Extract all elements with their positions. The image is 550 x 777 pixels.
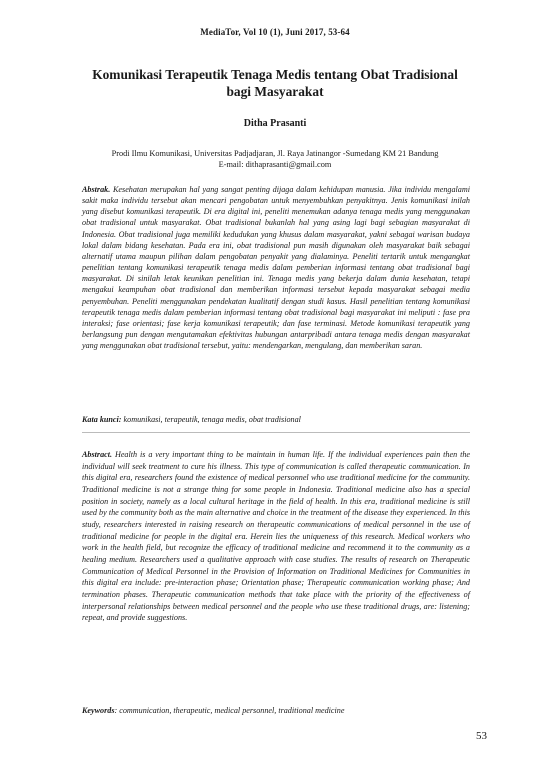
abstract-indonesian [82, 184, 470, 351]
article-title-line-2: bagi Masyarakat [226, 84, 324, 99]
article-title-line-1: Komunikasi Terapeutik Tenaga Medis tentang Obat Tradisional [92, 67, 458, 82]
keywords-english [82, 706, 470, 715]
abstrak-label: Abstrak. [82, 185, 111, 194]
kata-kunci-text: komunikasi, terapeutik, tenaga medis, obat tradisional [123, 415, 301, 424]
abstract-text: Health is a very important thing to be maintain in human life. If the individual experiences pain then the individual will seek treatment to cure his illness. This type of communication is called therapeutic communication. In this digital era, researchers found the existence of medical personnel who use traditional medicine for the community. Traditional medicine is not a strange thing for some people in Indonesia. Traditional medicine also has a special position in society, namely as a local cultural heritage in the field of health. In this era, traditional medicine is still used by the community both as the main alternative and choice in the treatment of the disease they experienced. In this study, researchers interested in raising research on therapeutic communications of medical personnel in the use of traditional medicine for people in the digital era. Herein lies the uniqueness of this research. Medical workers who work in the health field, but recognize the efficacy of traditional medicine and recommend it to the community as a healing medium. Researchers used a qualitative approach with case studies. The results of research on Therapeutic Communication of Medical Personnel in the Provision of Information on Traditional Medicines for Communities in this digital era include: pre-interaction phase; Orientation phase; Therapeutic communication working phase; And termination phases. Therapeutic communication methods that take place with the priority of the effectiveness of interpersonal relationships between medical personnel and the people who use these traditional drugs, are: listening; repeat, and provide suggestions. [82, 450, 470, 623]
section-divider [82, 432, 470, 433]
keywords-label: Keywords [82, 706, 115, 715]
page-number: 53 [476, 730, 487, 742]
author-affiliation-block [60, 148, 490, 170]
keywords-indonesian [82, 415, 470, 424]
abstract-label: Abstract. [82, 450, 113, 459]
abstract-english [82, 449, 470, 624]
kata-kunci-label: Kata kunci: [82, 415, 122, 424]
running-head: MediaTor, Vol 10 (1), Juni 2017, 53-64 [200, 27, 350, 37]
keywords-text: : communication, therapeutic, medical personnel, traditional medicine [114, 706, 345, 715]
article-title [60, 66, 490, 100]
abstrak-text: Kesehatan merupakan hal yang sangat penting dijaga dalam kehidupan manusia. Jika individu mengalami sakit maka individu tersebut akan mencari pengobatan untuk menyembuhkan penyakitnya. Jenis komunikasi inilah yang disebut komunikasi terapeutik. Di era digital ini, peneliti menemukan adanya tenaga medis yang menggunakan obat tradisional untuk masyarakat. Obat tradisional bukanlah hal yang asing lagi bagi sebagian masyarakat di Indonesia. Obat tradisional juga memiliki kedudukan yang khusus dalam masyarakat, yakni sebagai warisan budaya lokal dalam bidang kesehatan. Pada era ini, obat tradisional pun masih digunakan oleh masyarakat baik sebagai alternatif utama maupun pilihan dalam pengobatan penyakit yang dialaminya. Peneliti tertarik untuk mengangkat penelitian tentang komunikasi terapeutik tenaga medis dalam pemberian informasi tentang obat tradisional bagi masyarakat. Di sinilah letak keunikan penelitian ini. Tenaga medis yang bekerja dalam dunia kesehatan, tetapi mengakui keampuhan obat tradisional dan memberikan informasi tersebut kepada masyarakat sebagai media penyembuhan. Peneliti menggunakan pendekatan kualitatif dengan studi kasus. Hasil penelitian tentang komunikasi terapeutik tenaga medis dalam pemberian informasi tentang obat tradisional bagi masyarakat ini meliputi : fase pra interaksi; fase orientasi; fase kerja komunikasi terapeutik; dan fase terminasi. Metode komunikasi terapeutik yang berlangsung pun dengan mengutamakan efektivitas hubungan antarpribadi antara tenaga medis dengan masyarakat yang menggunakan obat tradisional tersebut, yaitu: mendengarkan, mengulang, dan memberikan saran. [82, 185, 470, 351]
author-affiliation: Prodi Ilmu Komunikasi, Universitas Padjadjaran, Jl. Raya Jatinangor -Sumedang KM 21 Bandung [111, 149, 439, 158]
author-email: E-mail: dithaprasanti@gmail.com [218, 160, 332, 169]
author-name: Ditha Prasanti [243, 118, 307, 129]
